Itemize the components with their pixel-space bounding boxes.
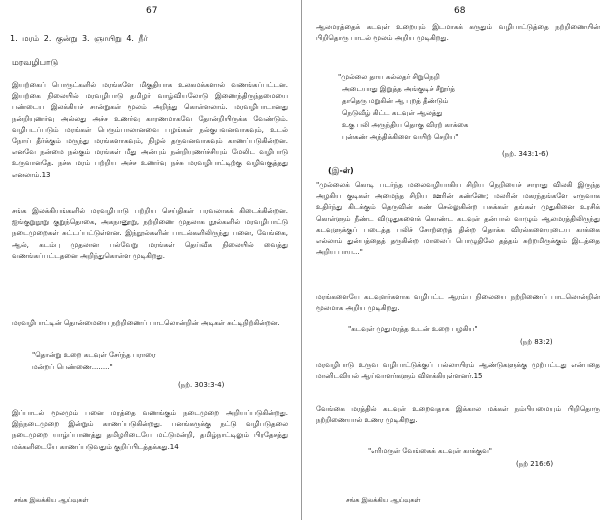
- quote-line: "எரிமருள் வேங்கைக் கடவுள் காக்குவ": [368, 447, 492, 455]
- quote-line: "முல்லை தாய கல்லதர் சிறுநெறி: [338, 73, 440, 81]
- section-heading: மரவழிபாடு: [12, 58, 59, 68]
- paragraph: "முல்லைக் கொடி படர்ந்த மலைவழியாகிய சிறிய நெறியைச் சாராது விலகி இருந்த அழகிய குடிகள் அமைந்த சிறிய ஊரின் கண்ணே; மலரின் மகரந்தங்களே எருவாக உதிர்ந்து கிடக்கும் தெருவின் கண் செல்லுகின்ற பசுக்கள் தங்கள் முதுகினை உரசிக் கொள்ளும் நீண்ட விழுதுகளைக் கொண்ட கடவுள் தன்பால் வாழும் ஆலமரத்திலிருந்து கடவுளுக்குப் படைத்த பலிச் சோற்றைத் தின்ற தொக்க விரல்களையுடைய காக்கை எல்லாம் துன்பத்தைத் தருகின்ற மாலைப் பொழுதிலே தத்தம் சுற்றமிருக்கும் இடத்தை அறிய பாய...": [316, 181, 600, 257]
- citation: (நற். 343:1-6): [502, 150, 549, 158]
- paragraph: ஆலமரத்தைக் கடவுள் உறையும் இடமாகக் கருதும் வழிபாட்டுத்தை நற்றிணையின் பிறிதொரு பாடல் மூலம் அறிய முடிகிறது.: [316, 23, 600, 43]
- left-page: [0, 0, 296, 520]
- paragraph: வேங்கை மரத்தில் கடவுள் உறைவதாக இக்கால மக்கள் நம்பியமையும் பிறிதொரு நற்றிணையால் உணர முடிகிறது.: [316, 405, 600, 425]
- citation: (நற் 83:2): [520, 338, 553, 346]
- answer-options: 1. மரம் 2. குன்று 3. ஞாயிறு 4. நீர்: [10, 34, 148, 43]
- citation: (நற் 216:6): [516, 460, 554, 468]
- quote-line: உகு பலி அருந்திய தொகு விரற் காக்கை: [342, 121, 469, 129]
- page-number: 67: [146, 6, 158, 16]
- quote-line: புன்கண் அந்திக்கிளை வயிற் செறிய": [342, 133, 459, 141]
- paragraph: மரங்களையே கடவுளர்களாக வழிபட்ட ஆரம்ப நிலையை நற்றிணைப் பாடலொன்றின் மூலமாக அறிய முடிகிறது.: [316, 293, 600, 313]
- right-page: [306, 0, 606, 520]
- page-footer: சங்க இலக்கிய ஆய்வுகள்: [14, 496, 89, 504]
- quote-line: மன்றப் பெண்ணை........": [32, 363, 113, 371]
- paragraph: மரவழிபாட்டின் தொன்மையை நற்றிணைப் பாடலொன்றின் அடிகள் சுட்டிநிற்கின்றன.: [12, 319, 280, 327]
- page-footer: சங்க இலக்கிய ஆய்வுகள்: [346, 496, 421, 504]
- quote-line: அடையாது இறுத்த அங்குடிச் சீறூர்த்: [342, 85, 455, 93]
- paragraph: சங்க இலக்கியங்களில் மரவழிபாடு பற்றிய செய்திகள் பரவலாகக் கிடைக்கின்றன. ஐங்குறுநூறு குறுந்தொகை, அகநானூறு, நற்றிணை முதலாக நூல்களில் மரவழிபாட்டு நடைமுறைகள் சுட்டப்பட்டுள்ளன. இந்நூல்களின் பாடல்களிலிருந்து பனை, வேங்கை, ஆல், கடம்பு முதலான பல்வேறு மரங்கள் தெய்வீக நிலையில் வைத்து வணங்கப்பட்டதனை அறிந்துகொள்ள முடிகிறது.: [12, 207, 288, 260]
- quote-line: நெடுவீழ் கிட்ட கடவுள் ஆலத்து: [342, 109, 443, 117]
- page-divider: [301, 0, 302, 520]
- paragraph: மரவழிபாடு உருவ வழிபாட்டுக்குப் பல்லாயிரம் ஆண்டுகளுக்கு முற்பட்டது என்பதை மானிடவியல் ஆய்வாளர்களும் விளக்கியுள்ளனர்.15: [316, 361, 600, 381]
- citation: (நற். 303:3-4): [178, 381, 225, 389]
- paragraph: இயற்கைப் பொருட்களில் மரங்களே மிகுதியாக உலகமக்களால் வணங்கப்பட்டன. இயற்கை நிலையில் மரவழிபாடு தமிழர் வாழ்வியலோடு இணைந்திருந்தமையை பண்டைய இலக்கியச் சான்றுகள் மூலம் அறிந்து கொள்ளலாம். மரவழிபாடானது நன்றியுணர்வு அல்லது அச்ச உணர்வு காரணமாகவே தோன்றியிருக்க வேண்டும். வழிபடப்படும் மரங்கள் பெரும்பாலானவை பழங்கள் நல்குபவனவாகவும், உடல் நோய் தீர்க்கும் மருந்து மரங்களாகவும், நிழல் தருவனவாகவும் காணப்படுகின்றன. எனவே நன்மை நல்கும் மரங்கள் மீது அன்பும் நன்றியுணர்ச்சியும் மேலிட வழிபாடு உருவானதே. நச்சு மரம் பற்றிய அச்ச உணர்வு நச்சு மரவழிபாட்டிற்கு வழிவகுத்தது எனலாம்.13: [12, 81, 288, 179]
- quote-line: தாதெரு மறுகின் ஆ புறத் தீண்டும்: [342, 97, 449, 105]
- explanation-label: (இ-ள்): [328, 166, 354, 175]
- paragraph: இப்பாடல் மூலமும் பனை மரத்தை வணங்கும் நடைமுறை அறியப்படுகின்றது. இந்நடைமுறை இன்றும் காணப்படுகின்றது. பனங்கருக்கு நட்டு வழிபடுதலை நடைமுறை யாழ்ப்பாணத்து தமிழரிடையே மட்டுமன்றி, தமிழ்நாட்டிலும் பிரதேசத்து மக்களிடையே காணப்படுவதும் குறிப்பிடத்தக்கது.14: [12, 409, 288, 451]
- quote-line: "கடவுள் முதுமரத்த உடன் உறை பழகிய": [348, 325, 478, 333]
- quote-line: "தொன்று உறை கடவுள் சேர்ந்த பராரை: [32, 351, 156, 359]
- page-number: 68: [454, 6, 466, 16]
